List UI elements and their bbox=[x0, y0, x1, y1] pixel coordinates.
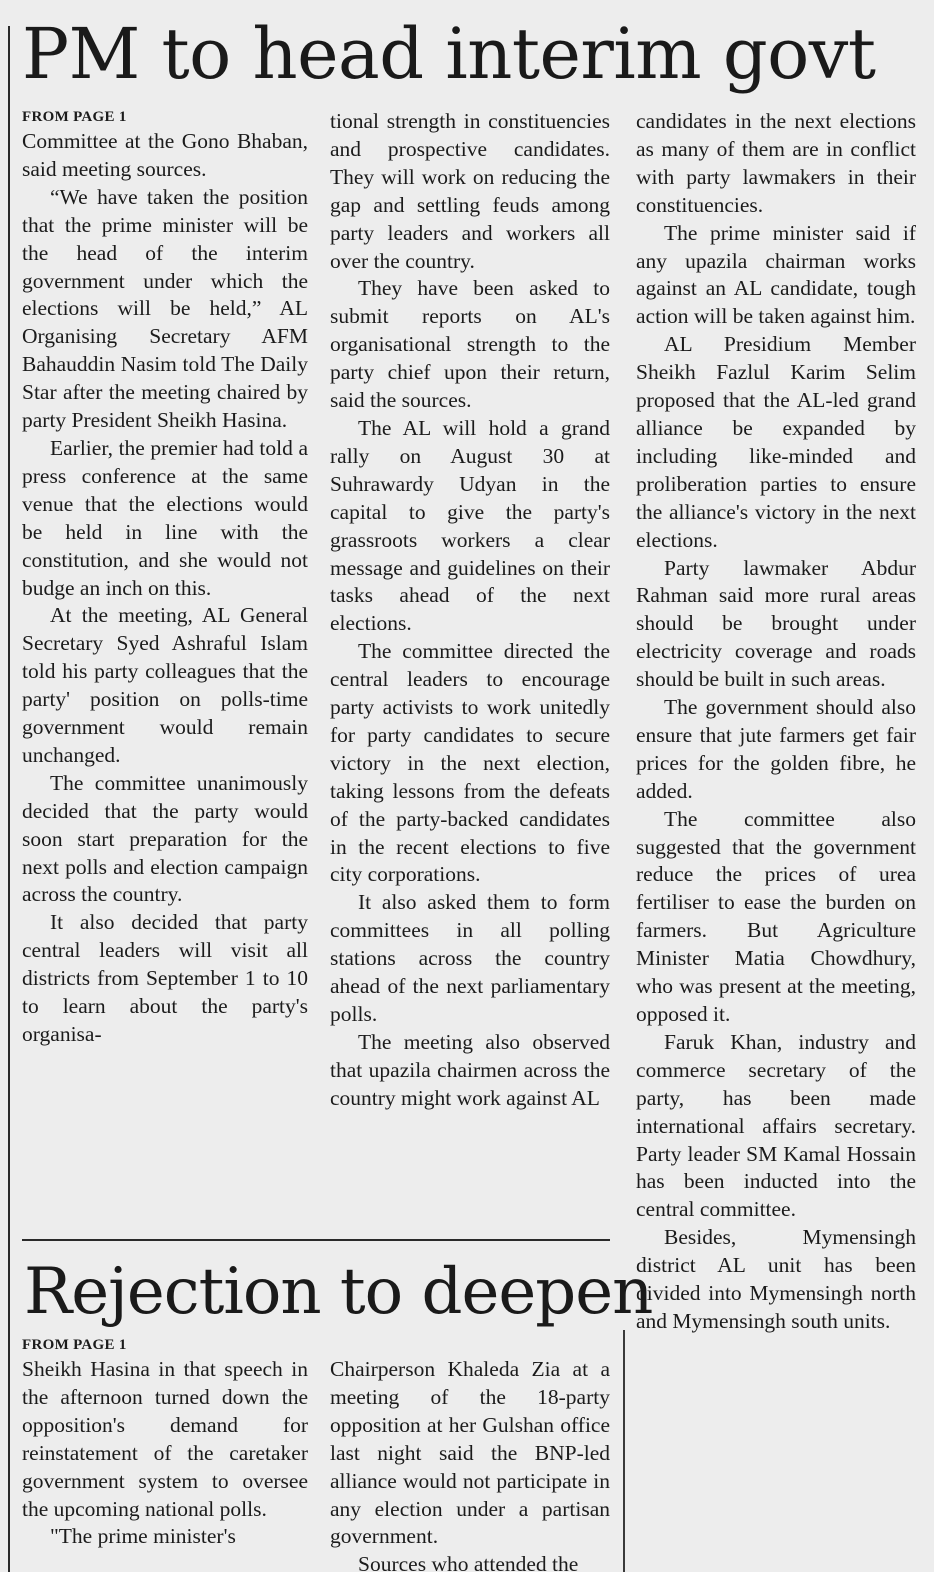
column-rule bbox=[623, 1330, 625, 1572]
headline-rejection-to-deepen: Rejection to deepen bbox=[24, 1255, 653, 1329]
paragraph: "The prime minister's bbox=[50, 1524, 236, 1549]
story1-column-3 bbox=[636, 108, 916, 1572]
paragraph: candidates in the next elections as many of them are in conflict with party lawmakers in their constituencies. bbox=[636, 109, 916, 217]
paragraph: Chairperson Khaleda Zia at a meeting of the 18-party opposition at her Gulshan office last night said the BNP-led alliance would not participate in any election under a partisan government. bbox=[330, 1357, 610, 1549]
story-divider bbox=[22, 1239, 610, 1241]
paragraph: Sources who attended the bbox=[358, 1552, 579, 1572]
story2-column-2 bbox=[330, 1336, 610, 1572]
paragraph: It also asked them to form committees in all polling stations across the country ahead of the next parliamentary polls. bbox=[330, 890, 610, 1026]
paragraph: AL Presidium Member Sheikh Fazlul Karim Selim proposed that the AL-led grand alliance be expanded by including like-minded and proliberation parties to ensure the alliance's victory in the next elections. bbox=[636, 332, 916, 552]
paragraph: Party lawmaker Abdur Rahman said more rural areas should be brought under electricity coverage and roads should be built in such areas. bbox=[636, 555, 916, 692]
story1-column-2 bbox=[330, 108, 610, 1220]
paragraph: Faruk Khan, industry and commerce secretary of the party, has been made international affairs secretary. Party leader SM Kamal Hossain has been inducted into the central committee. bbox=[636, 1029, 916, 1222]
headline-pm-interim-govt: PM to head interim govt bbox=[22, 13, 876, 95]
paragraph: The committee directed the central leaders to encourage party activists to work unitedly for party candidates to secure victory in the next election, taking lessons from the defeats of the party-backed candidates in the recent elections to five city corporations. bbox=[330, 639, 610, 887]
left-column-rule bbox=[8, 26, 10, 1572]
from-page-label: FROM PAGE 1 bbox=[22, 109, 127, 125]
paragraph: The government should also ensure that jute farmers get fair prices for the golden fibre, he added. bbox=[636, 695, 916, 803]
paragraph: “We have taken the position that the prime minister will be the head of the interim government under which the elections will be held,” AL Organising Secretary AFM Bahauddin Nasim told The Daily Star after the meeting chaired by party President Sheikh Hasina. bbox=[22, 184, 308, 433]
paragraph: tional strength in constituencies and prospective candidates. They will work on reducing the gap and settling feuds among party leaders and workers all over the country. bbox=[330, 109, 610, 273]
paragraph: The AL will hold a grand rally on August 30 at Suhrawardy Udyan in the capital to give the party's grassroots workers a clear message and guidelines on their tasks ahead of the next elections. bbox=[330, 415, 610, 636]
story1-column-1 bbox=[22, 108, 308, 1220]
column-spacer bbox=[330, 1336, 610, 1356]
paragraph: The committee also suggested that the government reduce the prices of urea fertiliser to ease the burden on farmers. But Agriculture Minister Matia Chowdhury, who was present at the meeting, opposed it. bbox=[636, 806, 916, 1026]
story2-column-1 bbox=[22, 1336, 308, 1572]
paragraph: Committee at the Gono Bhaban, said meeting sources. bbox=[22, 129, 308, 181]
paragraph: The meeting also observed that upazila chairmen across the country might work against AL bbox=[330, 1029, 610, 1110]
paragraph: Earlier, the premier had told a press conference at the same venue that the elections would be held in line with the constitution, and she would not budge an inch on this. bbox=[22, 435, 308, 600]
paragraph: The committee unanimously decided that the party would soon start preparation for the next polls and election campaign across the country. bbox=[22, 770, 308, 907]
paragraph: Besides, Mymensingh district AL unit has been divided into Mymensingh north and Mymensingh south units. bbox=[636, 1225, 916, 1333]
from-page-label: FROM PAGE 1 bbox=[22, 1337, 127, 1353]
paragraph: It also decided that party central leaders will visit all districts from September 1 to 10 to learn about the party's organisa- bbox=[22, 910, 308, 1046]
paragraph: At the meeting, AL General Secretary Syed Ashraful Islam told his party colleagues that the party' position on polls-time government would remain unchanged. bbox=[22, 603, 308, 767]
paragraph: Sheikh Hasina in that speech in the afternoon turned down the opposition's demand for reinstatement of the caretaker government system to oversee the upcoming national polls. bbox=[22, 1357, 308, 1521]
paragraph: They have been asked to submit reports on AL's organisational strength to the party chief upon their return, said the sources. bbox=[330, 276, 610, 413]
paragraph: The prime minister said if any upazila chairman works against an AL candidate, tough action will be taken against him. bbox=[636, 220, 916, 329]
